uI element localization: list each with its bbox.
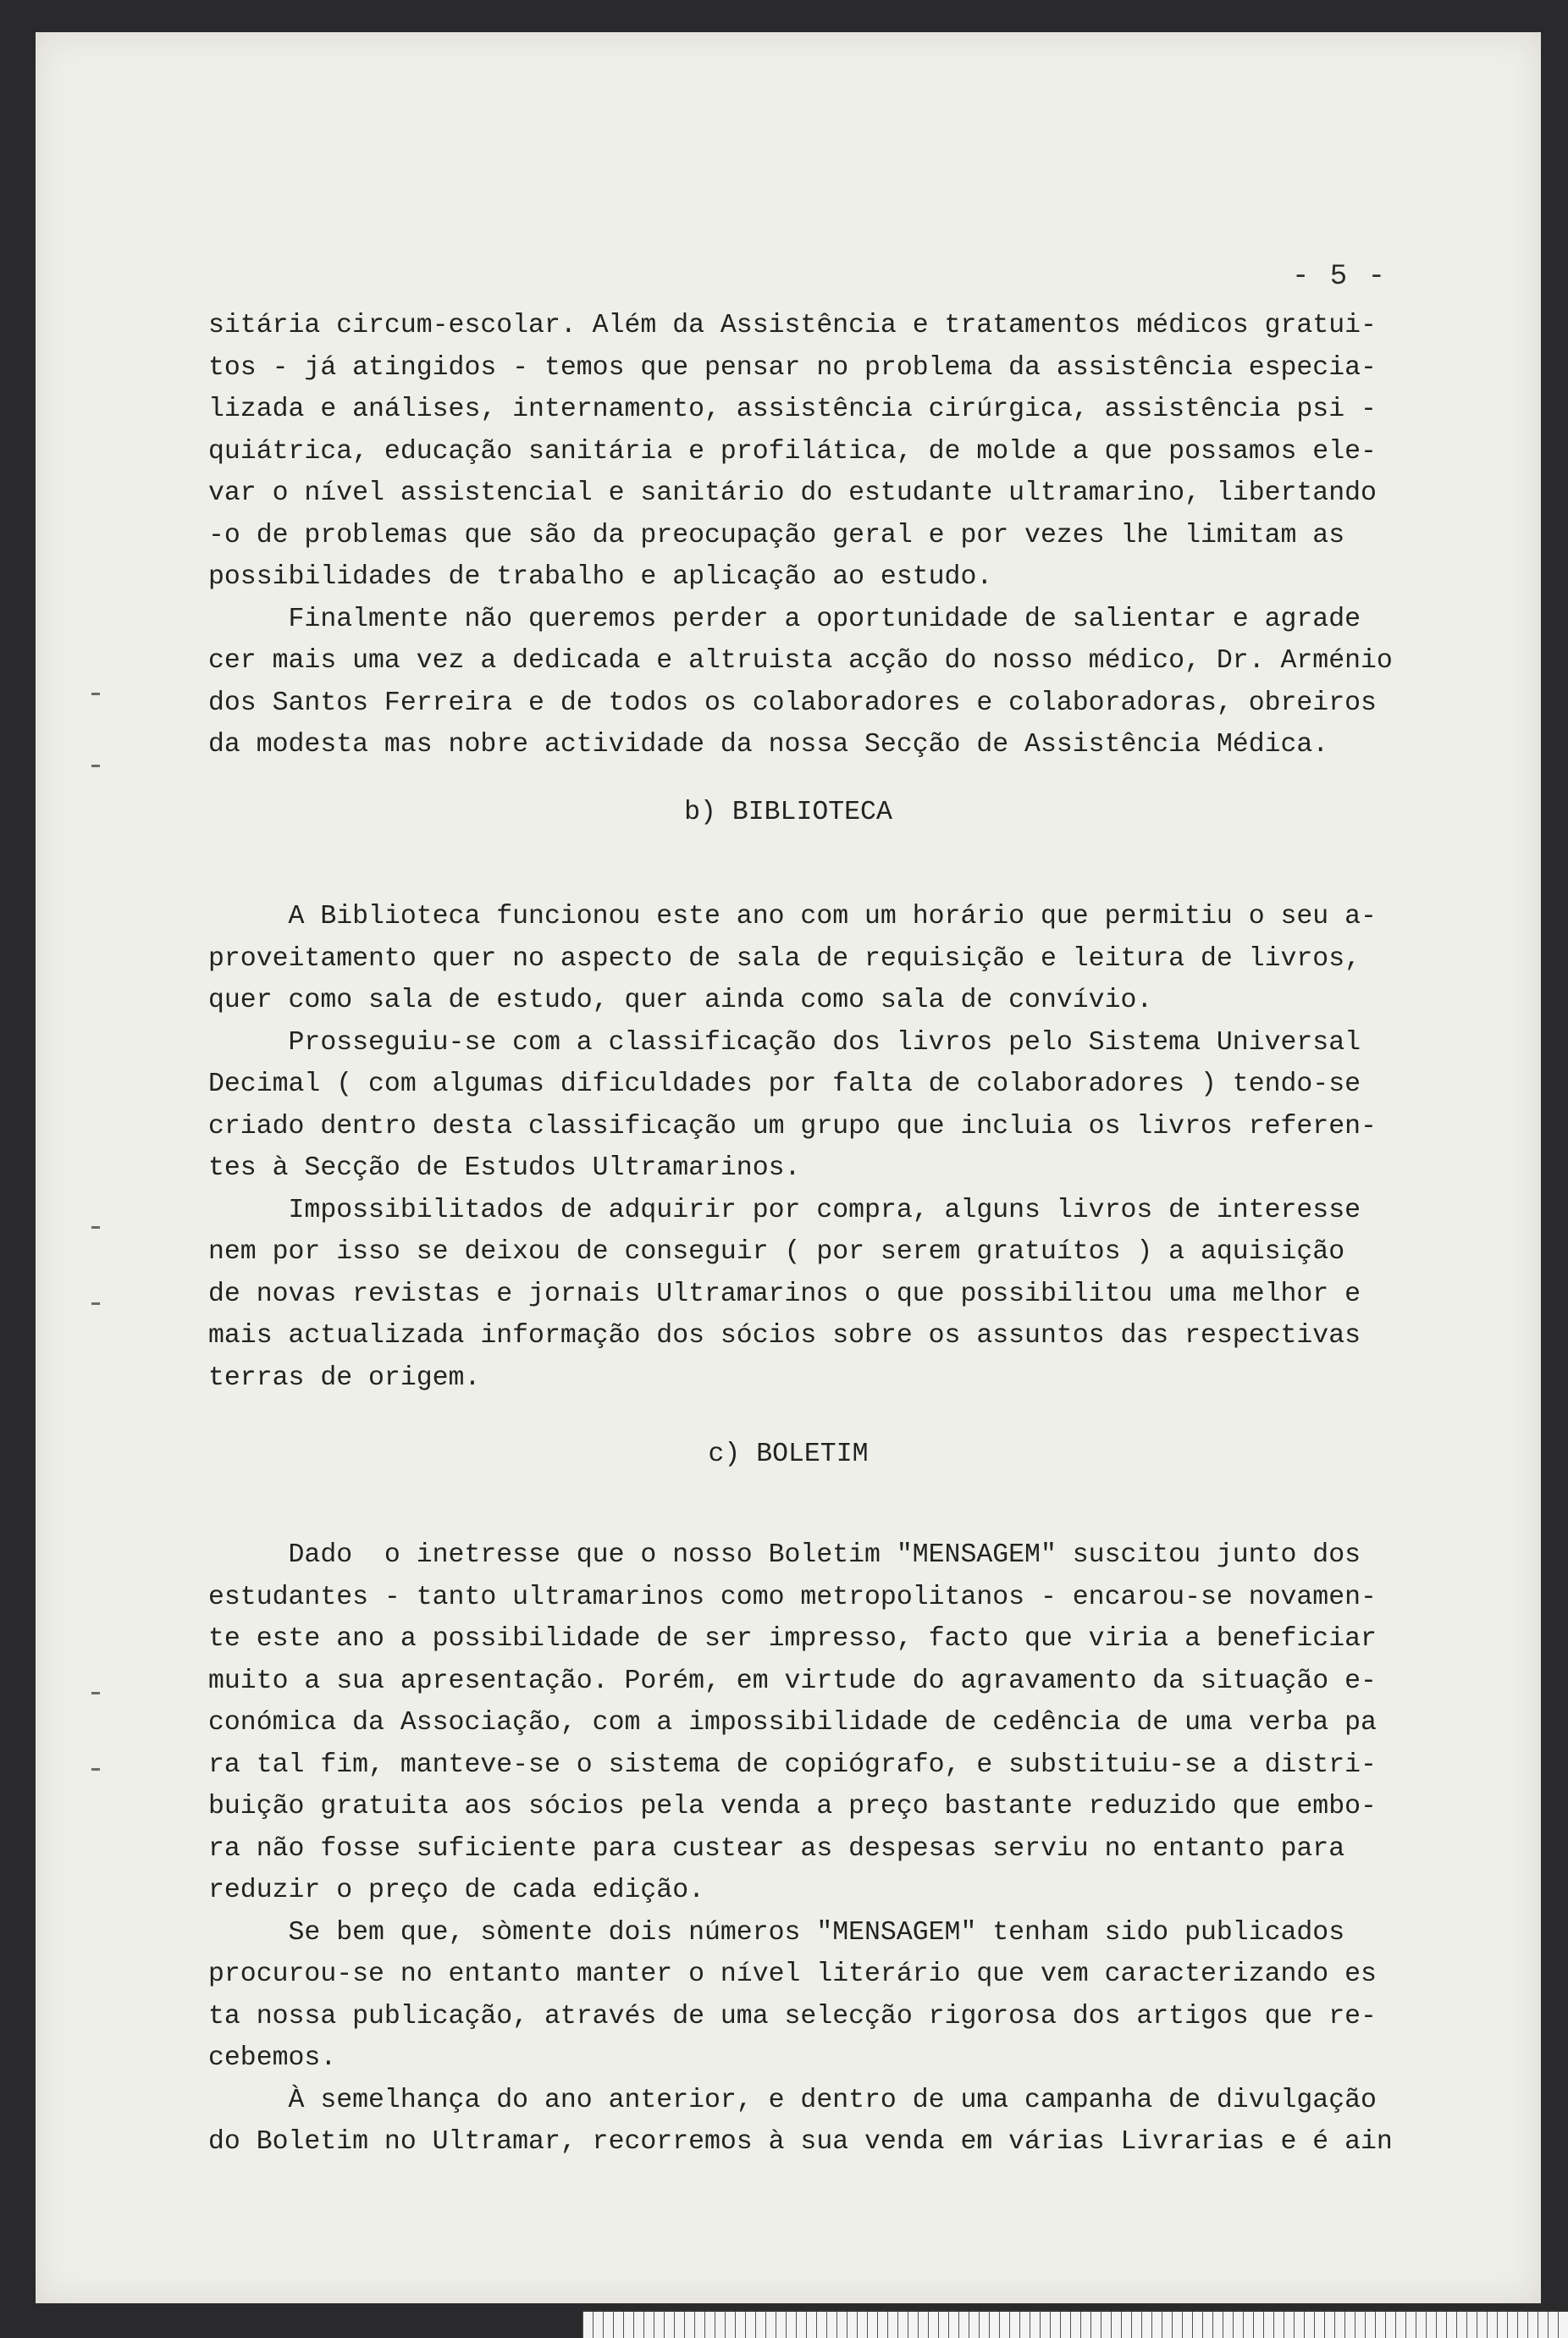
text-line: nem por isso se deixou de conseguir ( por serem gratuítos ) a aquisição — [208, 1237, 1345, 1267]
text-line: cebemos. — [208, 2043, 337, 2073]
text-line: dos Santos Ferreira e de todos os colaboradores e colaboradoras, obreiros — [208, 688, 1377, 718]
text-line: proveitamento quer no aspecto de sala de requisição e leitura de livros, — [208, 943, 1361, 974]
text-line: Finalmente não queremos perder a oportunidade de salientar e agrade — [208, 604, 1361, 634]
margin-mark — [91, 693, 100, 695]
text-line: Impossibilitados de adquirir por compra, alguns livros de interesse — [208, 1195, 1361, 1225]
text-line: Se bem que, sòmente dois números "MENSAGEM" tenham sido publicados — [208, 1917, 1345, 1948]
text-line: Decimal ( com algumas dificuldades por falta de colaboradores ) tendo-se — [208, 1070, 1361, 1099]
text-line: ra não fosse suficiente para custear as despesas serviu no entanto para — [208, 1833, 1345, 1864]
text-line: tos - já atingidos - temos que pensar no problema da assistência especia- — [208, 352, 1377, 383]
text-line: Dado o inetresse que o nosso Boletim "MENSAGEM" suscitou junto dos — [208, 1540, 1361, 1570]
text-line: var o nível assistencial e sanitário do estudante ultramarino, libertando — [208, 478, 1377, 508]
text-line: quiátrica, educação sanitária e profilática, de molde a que possamos ele- — [208, 436, 1377, 467]
margin-mark — [91, 1226, 100, 1229]
intro-text — [208, 305, 1394, 766]
text-line: tes à Secção de Estudos Ultramarinos. — [208, 1153, 801, 1183]
text-line: muito a sua apresentação. Porém, em virtude do agravamento da situação e- — [208, 1666, 1377, 1696]
section-heading-boletim: c) BOLETIM — [708, 1440, 869, 1469]
text-line: A Biblioteca funcionou este ano com um horário que permitiu o seu a- — [208, 902, 1377, 931]
margin-mark — [91, 1302, 100, 1305]
text-line: Prosseguiu-se com a classificação dos livros pelo Sistema Universal — [208, 1027, 1361, 1058]
text-line: de novas revistas e jornais Ultramarinos o que possibilitou uma melhor e — [208, 1279, 1361, 1309]
text-line: quer como sala de estudo, quer ainda como sala de convívio. — [208, 986, 1153, 1015]
text-line: -o de problemas que são da preocupação geral e por vezes lhe limitam as — [208, 520, 1345, 550]
text-line: sitária circum-escolar. Além da Assistência e tratamentos médicos gratui- — [208, 311, 1377, 340]
section-heading-biblioteca: b) BIBLIOTECA — [684, 798, 892, 827]
scale-ruler — [582, 2310, 1568, 2338]
text-line: do Boletim no Ultramar, recorremos à sua venda em várias Livrarias e é ain — [208, 2127, 1393, 2157]
text-line: À semelhança do ano anterior, e dentro de uma campanha de divulgação — [208, 2085, 1377, 2115]
margin-mark — [91, 765, 100, 767]
text-line: estudantes - tanto ultramarinos como metropolitanos - encarou-se novamen- — [208, 1582, 1377, 1612]
text-line: lizada e análises, internamento, assistência cirúrgica, assistência psi - — [208, 395, 1377, 424]
boletim-text — [208, 1534, 1394, 2164]
text-line: mais actualizada informação dos sócios sobre os assuntos das respectivas — [208, 1321, 1361, 1351]
text-line: possibilidades de trabalho e aplicação ao estudo. — [208, 562, 993, 592]
margin-mark — [91, 1692, 100, 1694]
margin-mark — [91, 1768, 100, 1771]
text-line: terras de origem. — [208, 1362, 481, 1393]
text-line: conómica da Associação, com a impossibilidade de cedência de uma verba pa — [208, 1708, 1377, 1738]
text-line: buição gratuita aos sócios pela venda a preço bastante reduzido que embo- — [208, 1792, 1377, 1821]
text-line: ta nossa publicação, através de uma selecção rigorosa dos artigos que re- — [208, 2001, 1377, 2031]
text-line: cer mais uma vez a dedicada e altruista acção do nosso médico, Dr. Arménio — [208, 646, 1393, 676]
document-page — [36, 32, 1541, 2303]
text-line: ra tal fim, manteve-se o sistema de copiógrafo, e substituiu-se a distri- — [208, 1749, 1377, 1780]
biblioteca-text — [208, 896, 1394, 1399]
text-line: criado dentro desta classificação um grupo que incluia os livros referen- — [208, 1111, 1377, 1141]
page-number: - 5 - — [1292, 261, 1388, 293]
text-line: reduzir o preço de cada edição. — [208, 1876, 704, 1905]
text-line: te este ano a possibilidade de ser impresso, facto que viria a beneficiar — [208, 1624, 1377, 1654]
text-line: da modesta mas nobre actividade da nossa Secção de Assistência Médica. — [208, 730, 1329, 760]
text-line: procurou-se no entanto manter o nível literário que vem caracterizando es — [208, 1959, 1377, 1989]
